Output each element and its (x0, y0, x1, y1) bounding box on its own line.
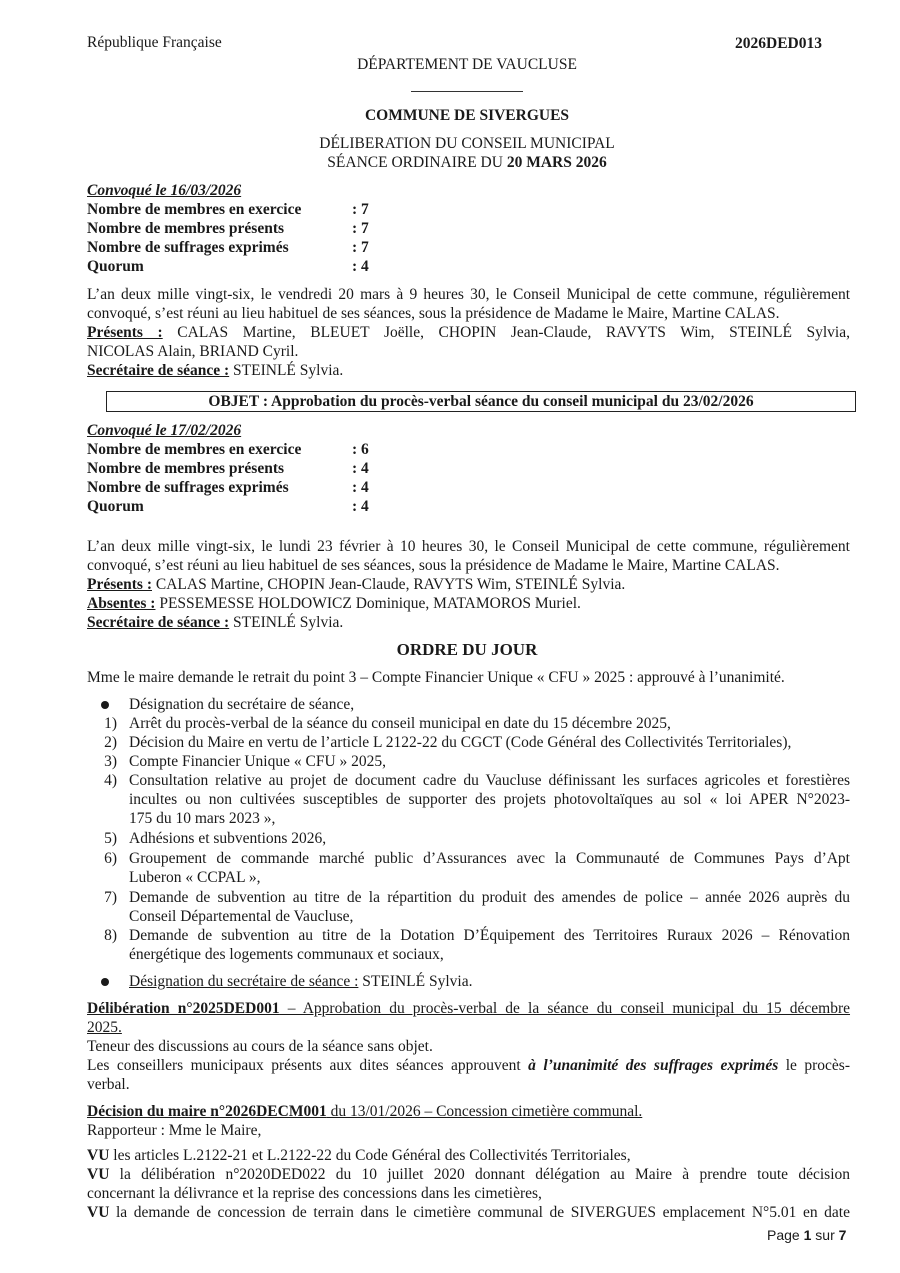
designation-line (129, 972, 850, 991)
list-item-text: Consultation relative au projet de document cadre du Vaucluse définissant les surfaces agricoles et forestières (129, 772, 850, 789)
secretaire-name: STEINLÉ Sylvia. (233, 614, 344, 631)
retrait-note: Mme le maire demande le retrait du point 3 – Compte Financier Unique « CFU » 2025 : approuvé à l’unanimité. (87, 669, 785, 686)
stat-value: : 7 (352, 220, 369, 237)
stat-row (87, 257, 487, 276)
deliberation-title-continued: 2025. (87, 1019, 122, 1036)
vu-label: VU (87, 1147, 110, 1164)
meeting1-intro-line: convoqué, s’est réuni au lieu habituel de ses séances, sous la présidence de Madame le Maire, Martine CALAS. (87, 305, 780, 322)
list-item (87, 829, 850, 848)
meeting2-absentes (87, 594, 850, 613)
vu-line-continued: concernant la délivrance et la reprise des concessions dans les cimetières, (87, 1185, 542, 1202)
stat-row (87, 497, 487, 516)
commune-title: COMMUNE DE SIVERGUES (364, 107, 570, 124)
list-item-number: 7) (104, 889, 117, 906)
page-prefix: Page (767, 1227, 800, 1243)
list-item-text: incultes ou non cultivées susceptibles de supporter des projets photovoltaïques au sol « loi APER N°2023- (129, 791, 850, 808)
approval-suffix: le procès- (778, 1057, 850, 1074)
list-item-text: Groupement de commande marché public d’Assurances avec la Communauté de Communes Pays d’Apt (129, 850, 850, 867)
list-item-continued (87, 945, 850, 964)
list-item-text: Adhésions et subventions 2026, (129, 830, 327, 847)
list-item (87, 888, 850, 907)
list-item (87, 972, 850, 991)
list-item-text: Compte Financier Unique « CFU » 2025, (129, 753, 387, 770)
stat-row (87, 200, 487, 219)
list-item-text: Décision du Maire en vertu de l’article L 2122-22 du CGCT (Code Général des Collectivités Territoriales), (129, 734, 792, 751)
secretaire-label: Secrétaire de séance : (87, 362, 230, 379)
stat-label: Nombre de suffrages exprimés (87, 479, 289, 496)
vu-label: VU (87, 1166, 110, 1183)
list-item (87, 849, 850, 868)
seance-prefix: SÉANCE ORDINAIRE DU (327, 154, 503, 171)
list-item-text: Demande de subvention au titre de la répartition du produit des amendes de police – année 2026 auprès du (129, 889, 850, 906)
stat-label: Quorum (87, 258, 144, 275)
deliberation-ref: Délibération n°2025DED001 (87, 1000, 280, 1017)
stat-label: Nombre de membres présents (87, 460, 285, 477)
list-item-continued (87, 868, 850, 887)
ordre-du-jour-title: ORDRE DU JOUR (396, 640, 538, 659)
bullet-icon (101, 978, 109, 986)
list-item-text: Luberon « CCPAL », (129, 869, 261, 886)
objet-box: OBJET : Approbation du procès-verbal séance du conseil municipal du 23/02/2026 (106, 391, 856, 412)
presents-names: CALAS Martine, CHOPIN Jean-Claude, RAVYTS Wim, STEINLÉ Sylvia. (155, 576, 626, 593)
approval-prefix: Les conseillers municipaux présents aux dites séances approuvent (87, 1057, 529, 1074)
stat-row (87, 440, 487, 459)
seance-title (0, 153, 900, 172)
deliberation-title: DÉLIBERATION DU CONSEIL MUNICIPAL (319, 135, 615, 152)
stat-value: : 7 (352, 201, 369, 218)
meeting2-secretaire (87, 613, 850, 632)
decision-heading (87, 1102, 850, 1121)
presents-label: Présents : (87, 324, 163, 341)
deliberation-approval (87, 1056, 850, 1075)
vu-text: la demande de concession de terrain dans le cimetière communal de SIVERGUES emplacement N°5.01 en date (109, 1204, 850, 1221)
vu-line (87, 1165, 850, 1184)
list-item-text: énergétique des logements communaux et sociaux, (129, 946, 444, 963)
approval-emphasis: à l’unanimité des suffrages exprimés (528, 1057, 779, 1074)
absentes-label: Absentes : (87, 595, 156, 612)
stat-value: : 4 (352, 479, 369, 496)
presents-label: Présents : (87, 576, 152, 593)
decision-title: du 13/01/2026 – Concession cimetière communal. (326, 1103, 643, 1120)
meeting1-intro-line: L’an deux mille vingt-six, le vendredi 20 mars à 9 heures 30, le Conseil Municipal de cette commune, régulièrement (87, 286, 850, 303)
presents-names-continued: NICOLAS Alain, BRIAND Cyril. (87, 343, 299, 360)
list-item (87, 926, 850, 945)
stat-row (87, 478, 487, 497)
list-item (87, 733, 850, 752)
absentes-names: PESSEMESSE HOLDOWICZ Dominique, MATAMOROS Muriel. (159, 595, 581, 612)
stat-value: : 6 (352, 441, 369, 458)
decision-rapporteur: Rapporteur : Mme le Maire, (87, 1122, 262, 1139)
page-current: 1 (803, 1227, 812, 1243)
stat-row (87, 459, 487, 478)
list-item-number: 4) (104, 772, 117, 789)
list-item-number: 2) (104, 734, 117, 751)
designation-name: STEINLÉ Sylvia. (362, 973, 473, 990)
page-number (767, 1226, 846, 1245)
list-item-text: Désignation du secrétaire de séance, (129, 696, 355, 713)
meeting1-presents (87, 323, 850, 342)
stat-row (87, 219, 487, 238)
vu-text: la délibération n°2020DED022 du 10 juillet 2020 donnant délégation au Maire à prendre toute décision (109, 1166, 850, 1183)
vu-text: les articles L.2122-21 et L.2122-22 du Code Général des Collectivités Territoriales, (109, 1147, 631, 1164)
stat-label: Nombre de membres en exercice (87, 201, 302, 218)
vu-line (87, 1146, 850, 1165)
meeting1-secretaire (87, 361, 850, 380)
seance-date: 20 MARS 2026 (506, 154, 607, 171)
stat-label: Quorum (87, 498, 144, 515)
stat-label: Nombre de membres en exercice (87, 441, 302, 458)
list-item (87, 714, 850, 733)
list-item-text: Conseil Départemental de Vaucluse, (129, 908, 354, 925)
list-item-number: 8) (104, 927, 117, 944)
list-item-text: Arrêt du procès-verbal de la séance du conseil municipal en date du 15 décembre 2025, (129, 715, 671, 732)
list-item (87, 695, 850, 714)
list-item (87, 752, 850, 771)
vu-label: VU (87, 1204, 110, 1221)
stat-value: : 4 (352, 460, 369, 477)
meeting2-presents (87, 575, 850, 594)
page-mid: sur (815, 1227, 835, 1243)
meeting2-intro-line: convoqué, s’est réuni au lieu habituel de ses séances, sous la présidence de Madame le Maire, Martine CALAS. (87, 557, 780, 574)
secretaire-label: Secrétaire de séance : (87, 614, 230, 631)
meeting2-intro-line: L’an deux mille vingt-six, le lundi 23 février à 10 heures 30, le Conseil Municipal de cette commune, régulièrement (87, 538, 850, 555)
deliberation-title: – Approbation du procès-verbal de la séance du conseil municipal du 15 décembre (279, 1000, 851, 1017)
header-divider (411, 91, 523, 92)
deliberation-approval-continued: verbal. (87, 1076, 130, 1093)
list-item-continued (87, 790, 850, 809)
vu-line (87, 1203, 850, 1222)
presents-names: CALAS Martine, BLEUET Joëlle, CHOPIN Jean-Claude, RAVYTS Wim, STEINLÉ Sylvia, (177, 324, 850, 341)
list-item-continued (87, 809, 850, 828)
convoque-date-2: Convoqué le 17/02/2026 (87, 422, 242, 439)
decision-ref: Décision du maire n°2026DECM001 (87, 1103, 327, 1120)
stat-label: Nombre de suffrages exprimés (87, 239, 289, 256)
stat-value: : 4 (352, 498, 369, 515)
deliberation-heading (87, 999, 850, 1018)
republic-label: République Française (87, 34, 222, 51)
deliberation-teneur: Teneur des discussions au cours de la séance sans objet. (87, 1038, 433, 1055)
list-item-continued (87, 907, 850, 926)
bullet-icon (101, 701, 109, 709)
list-item-number: 5) (104, 830, 117, 847)
list-item-number: 6) (104, 850, 117, 867)
list-item-number: 1) (104, 715, 117, 732)
page-total: 7 (838, 1227, 847, 1243)
stat-row (87, 238, 487, 257)
department-title: DÉPARTEMENT DE VAUCLUSE (357, 56, 577, 73)
stat-label: Nombre de membres présents (87, 220, 285, 237)
designation-label: Désignation du secrétaire de séance : (129, 973, 359, 990)
list-item-number: 3) (104, 753, 117, 770)
secretaire-name: STEINLÉ Sylvia. (233, 362, 344, 379)
document-reference: 2026DED013 (735, 35, 822, 52)
list-item-text: Demande de subvention au titre de la Dotation D’Équipement des Territoires Ruraux 2026 – Rénovation (129, 927, 850, 944)
list-item-text: 175 du 10 mars 2023 », (129, 810, 276, 827)
stat-value: : 4 (352, 258, 369, 275)
convoque-date-1: Convoqué le 16/03/2026 (87, 182, 242, 199)
stat-value: : 7 (352, 239, 369, 256)
list-item (87, 771, 850, 790)
